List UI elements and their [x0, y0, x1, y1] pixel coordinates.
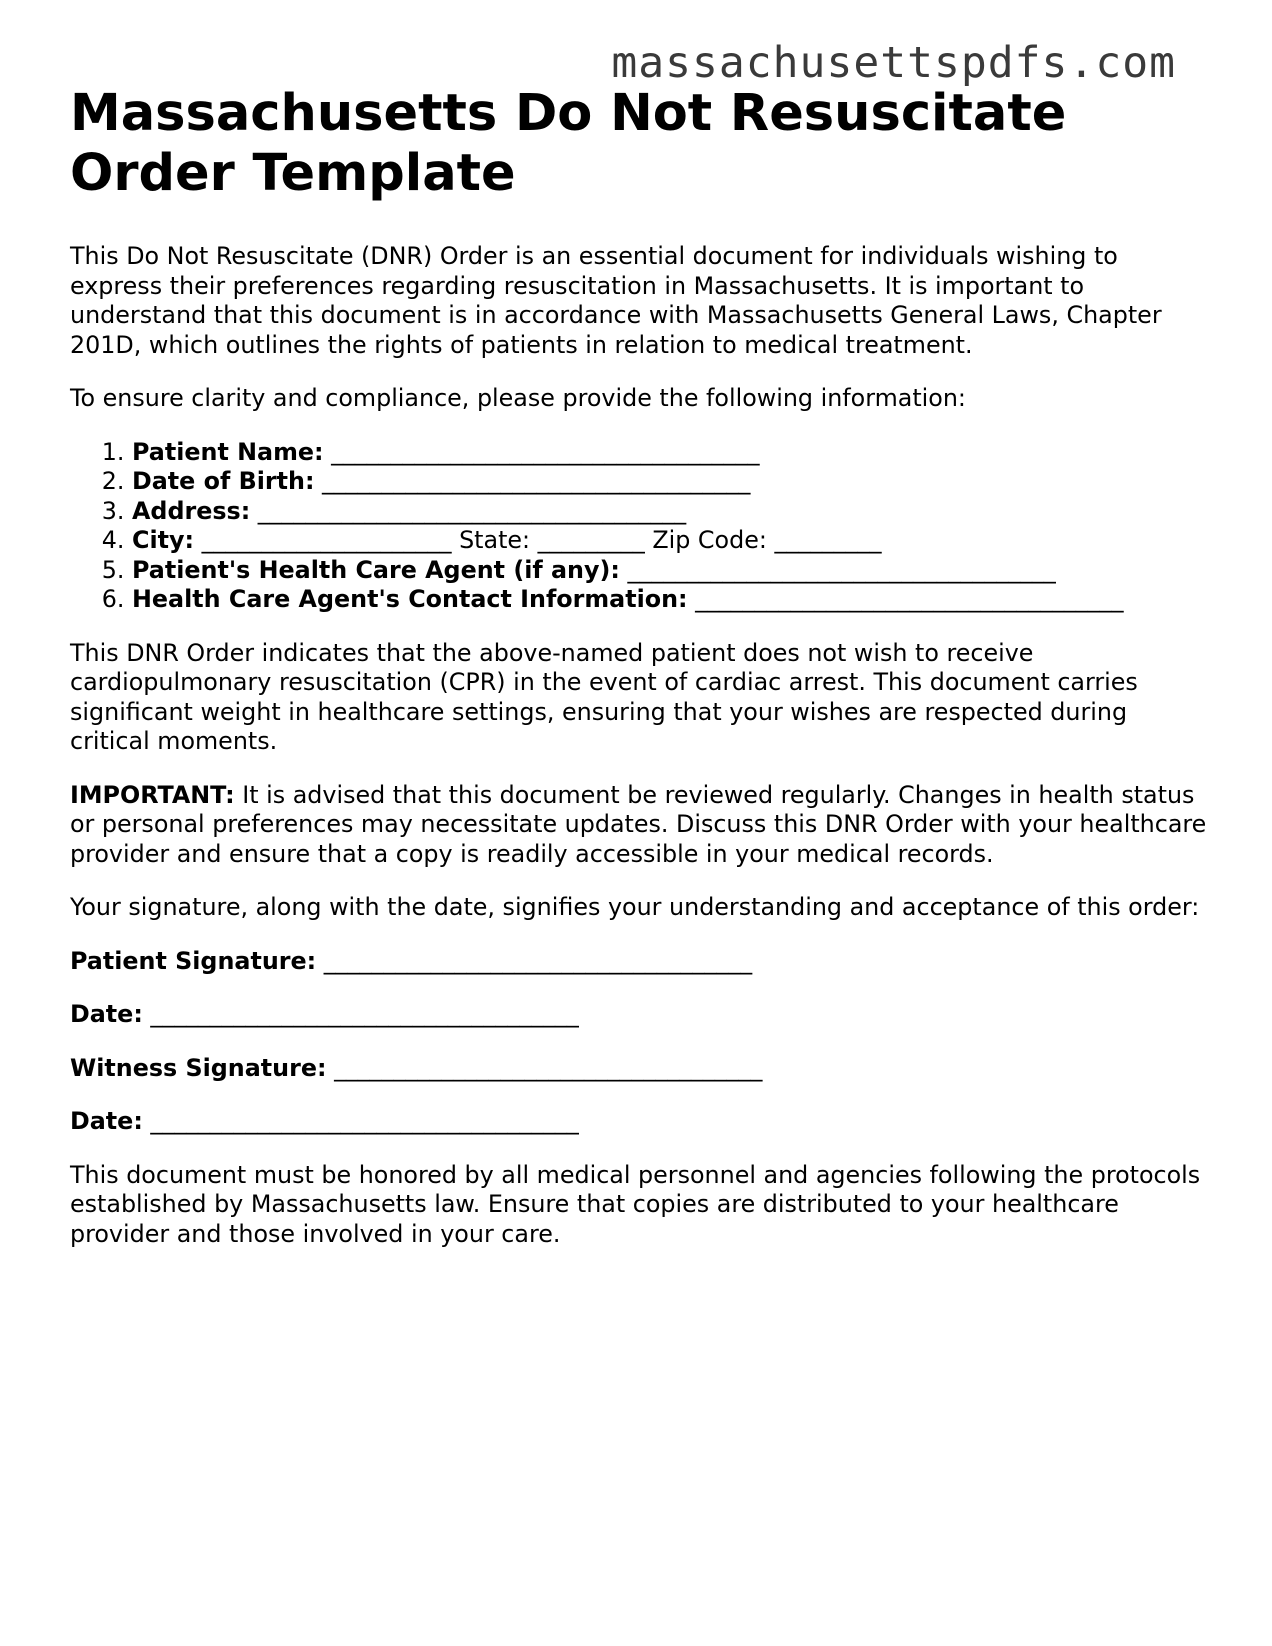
watermark-text: massachusettspdfs.com — [611, 38, 1176, 88]
list-item-address — [132, 497, 1210, 527]
agent-contact-blank[interactable]: ____________________________________ — [695, 585, 1124, 613]
date-blank-2[interactable]: ____________________________________ — [150, 1107, 579, 1135]
patient-signature-label: Patient Signature: — [70, 946, 317, 975]
document-title — [70, 84, 1210, 204]
dob-label: Date of Birth: — [132, 467, 315, 495]
dob-blank[interactable]: ____________________________________ — [322, 467, 751, 495]
patient-signature-line — [70, 947, 1210, 977]
state-blank[interactable]: _________ — [537, 526, 645, 554]
list-item-date-of-birth — [132, 467, 1210, 497]
zip-blank[interactable]: _________ — [774, 526, 882, 554]
list-item-agent-contact — [132, 585, 1210, 615]
date-line-1 — [70, 1000, 1210, 1030]
important-text: It is advised that this document be reviewed regularly. Changes in health status or personal preferences may necessitate updates. Discuss this DNR Order with your healthcare provider and ensure that a copy is readily accessible in your medical records. — [70, 780, 1207, 868]
witness-signature-line — [70, 1054, 1210, 1084]
address-blank[interactable]: ____________________________________ — [257, 496, 687, 525]
closing-paragraph: This document must be honored by all medical personnel and agencies following the protocols established by Massachusetts law. Ensure that copies are distributed to your healthcare provider and those involved in your care. — [70, 1160, 1201, 1248]
signature-intro-paragraph: Your signature, along with the date, signifies your understanding and acceptance of this order: — [70, 893, 1200, 921]
information-list — [70, 438, 1210, 615]
list-item-health-care-agent — [132, 556, 1210, 586]
intro-paragraph: This Do Not Resuscitate (DNR) Order is an essential document for individuals wishing to express their preferences regarding resuscitation in Massachusetts. It is important to understand that this document is in accordance with Massachusetts General Laws, Chapter 201D, which outlines the rights of patients in relation to medical treatment. — [70, 242, 1162, 359]
patient-name-label: Patient Name: — [132, 437, 324, 466]
agent-label: Patient's Health Care Agent (if any): — [132, 555, 620, 584]
witness-signature-label: Witness Signature: — [70, 1053, 327, 1082]
agent-contact-label: Health Care Agent's Contact Information: — [132, 585, 688, 613]
important-label: IMPORTANT: — [70, 780, 235, 809]
patient-signature-blank[interactable]: ____________________________________ — [323, 946, 753, 975]
document-body — [70, 84, 1210, 1249]
state-label: State: — [459, 526, 531, 554]
city-blank[interactable]: _____________________ — [201, 526, 452, 554]
agent-blank[interactable]: ____________________________________ — [627, 555, 1056, 584]
city-label: City: — [132, 526, 195, 554]
instruction-paragraph: To ensure clarity and compliance, please provide the following information: — [70, 384, 966, 412]
title-line-2: Order Template — [70, 144, 516, 203]
witness-signature-blank[interactable]: ____________________________________ — [334, 1053, 763, 1082]
patient-name-blank[interactable]: ____________________________________ — [331, 437, 760, 466]
dnr-paragraph: This DNR Order indicates that the above-named patient does not wish to receive cardiopulmonary resuscitation (CPR) in the event of cardiac arrest. This document carries significant weight in healthcare settings, ensuring that your wishes are respected during critical moments. — [70, 638, 1138, 755]
list-item-patient-name — [132, 438, 1210, 468]
date-label-2: Date: — [70, 1107, 143, 1135]
date-line-2 — [70, 1107, 1210, 1137]
address-label: Address: — [132, 496, 251, 525]
date-blank-1[interactable]: ____________________________________ — [150, 1000, 579, 1028]
zip-label: Zip Code: — [652, 526, 767, 554]
title-line-1: Massachusetts Do Not Resuscitate — [70, 84, 1067, 143]
list-item-city-state-zip — [132, 526, 1210, 556]
date-label-1: Date: — [70, 1000, 143, 1028]
important-paragraph — [70, 781, 1210, 870]
